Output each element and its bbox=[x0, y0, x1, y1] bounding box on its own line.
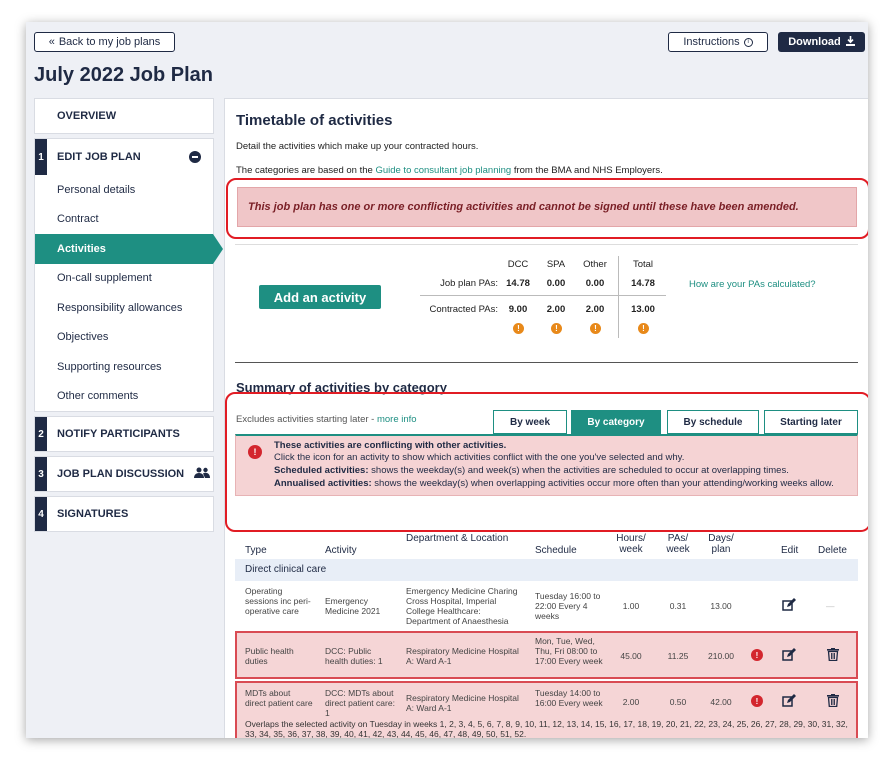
sidebar-item-personal-details[interactable]: Personal details bbox=[35, 175, 213, 205]
timetable-intro: Detail the activities which make up your contracted hours. bbox=[236, 141, 479, 152]
pas-calculated-link[interactable]: How are your PAs calculated? bbox=[689, 279, 816, 290]
tab-by-category[interactable]: By category bbox=[571, 410, 661, 434]
back-to-job-plans-button[interactable]: « Back to my job plans bbox=[34, 32, 175, 52]
download-button[interactable]: Download bbox=[778, 32, 865, 52]
instructions-button[interactable]: Instructions i bbox=[668, 32, 768, 52]
sidebar-section-notify-participants[interactable]: 2 NOTIFY PARTICIPANTS bbox=[34, 416, 214, 452]
guide-link[interactable]: Guide to consultant job planning bbox=[375, 165, 512, 176]
sidebar-item-contract[interactable]: Contract bbox=[35, 205, 213, 235]
pa-col-other: Other bbox=[583, 259, 607, 270]
conflict-info-box: ! These activities are conflicting with other activities. Click the icon for an activity to show which activities conflict with the one you've selected and why. Scheduled activities: shows the weekday(s) and week(s) when the activities are scheduled to occur at overlapping times. Annualised activities: shows the weekday(s) when overlapping activities occur more often than your attending/working weeks allow. bbox=[235, 434, 858, 496]
sidebar bbox=[34, 98, 214, 532]
summary-highlight-ring bbox=[225, 392, 868, 532]
add-activity-button[interactable]: Add an activity bbox=[259, 285, 381, 309]
page-title: July 2022 Job Plan bbox=[34, 64, 213, 86]
delete-disabled: — bbox=[826, 601, 835, 611]
edit-icon[interactable] bbox=[782, 598, 796, 612]
double-chevron-left-icon: « bbox=[48, 36, 55, 48]
th-pas-week: PAs/ week bbox=[666, 533, 690, 555]
table-row[interactable]: Public health duties DCC: Public health duties: 1 Respiratory Medicine Hospital A: Ward A-1 Mon, Tue, Wed, Thu, Fri 08:00 to 17:00 Every week 45.00 11.25 210.00 ! bbox=[235, 631, 858, 679]
th-days-plan: Days/ plan bbox=[708, 533, 734, 555]
sidebar-item-supporting-resources[interactable]: Supporting resources bbox=[35, 352, 213, 382]
sidebar-item-overview[interactable]: OVERVIEW bbox=[34, 98, 214, 134]
table-row[interactable]: MDTs about direct patient care DCC: MDTs about direct patient care: 1 Respiratory Medicine Hospital A: Ward A-1 Tuesday 14:00 to 16:00 Every week 2.00 0.50 42.00 ! Overlaps the selected activity on Tuesday in weeks 1, 2, 3, 4, 5, 6, 7, 8, 9, 10, 11, 12, 13, 14, 15, 16, 17, 18, 19, 20, 21, 22, 23, 24, 25, 26, 27, 28, 29, 30, 31, 32, 33, 34, 35, 36, 37, 38, 39, 40, 41, 42, 43, 44, 45, 46, 47, 48, 49, 50, 51, 52. bbox=[235, 681, 858, 738]
conflict-icon[interactable]: ! bbox=[751, 649, 763, 661]
sidebar-item-objectives[interactable]: Objectives bbox=[35, 323, 213, 353]
tab-by-schedule[interactable]: By schedule bbox=[667, 410, 759, 434]
warning-icon[interactable]: ! bbox=[551, 323, 562, 334]
conflict-icon[interactable]: ! bbox=[751, 695, 763, 707]
tab-by-week[interactable]: By week bbox=[493, 410, 567, 434]
sidebar-section-edit-job-plan[interactable]: 1 EDIT JOB PLAN bbox=[35, 139, 213, 175]
pa-rule bbox=[420, 295, 666, 296]
sidebar-section-edit bbox=[34, 138, 214, 412]
trash-icon[interactable] bbox=[827, 648, 841, 662]
download-icon bbox=[846, 36, 855, 49]
conflict-alert: This job plan has one or more conflicting activities and cannot be signed until these have been amended. bbox=[237, 187, 857, 227]
section-divider bbox=[235, 362, 858, 363]
th-department: Department & Location bbox=[406, 533, 509, 544]
error-icon: ! bbox=[248, 445, 262, 459]
sidebar-item-activities[interactable]: Activities bbox=[35, 234, 213, 264]
edit-icon[interactable] bbox=[782, 648, 796, 662]
excludes-note: Excludes activities starting later - more info bbox=[236, 414, 417, 425]
job-plan-pas-label: Job plan PAs: bbox=[440, 278, 498, 289]
contracted-pa-dcc: 9.00 bbox=[508, 304, 528, 315]
job-plan-pa-total: 14.78 bbox=[631, 278, 655, 289]
job-plan-pa-spa: 0.00 bbox=[546, 278, 566, 289]
contracted-pas-label: Contracted PAs: bbox=[429, 304, 498, 315]
group-header: Direct clinical care bbox=[235, 559, 858, 581]
pa-divider bbox=[618, 256, 619, 338]
timetable-title: Timetable of activities bbox=[236, 112, 393, 129]
app-window bbox=[26, 22, 868, 738]
pa-col-spa: SPA bbox=[546, 259, 566, 270]
th-delete: Delete bbox=[818, 545, 847, 556]
sidebar-section-signatures[interactable]: 4 SIGNATURES bbox=[34, 496, 214, 532]
sidebar-item-other-comments[interactable]: Other comments bbox=[35, 382, 213, 412]
tab-starting-later[interactable]: Starting later bbox=[764, 410, 858, 434]
pa-col-dcc: DCC bbox=[507, 259, 529, 270]
sidebar-section-job-plan-discussion[interactable]: 3 JOB PLAN DISCUSSION bbox=[34, 456, 214, 492]
warning-icon[interactable]: ! bbox=[513, 323, 524, 334]
overlap-note: Overlaps the selected activity on Tuesday in weeks 1, 2, 3, 4, 5, 6, 7, 8, 9, 10, 11, 12, 13, 14, 15, 16, 17, 18, 19, 20, 21, 22, 23, 24, 25, 26, 27, 28, 29, 30, 31, 32, 33, 34, 35, 36, 37, 38, 39, 40, 41, 42, 43, 44, 45, 46, 47, 48, 49, 50, 51, 52. bbox=[245, 719, 848, 738]
divider bbox=[235, 244, 858, 245]
warning-icon[interactable]: ! bbox=[638, 323, 649, 334]
th-schedule: Schedule bbox=[535, 545, 577, 556]
categories-note: The categories are based on the Guide to consultant job planning from the BMA and NHS Employers. bbox=[236, 165, 663, 176]
th-type: Type bbox=[245, 545, 267, 556]
alert-highlight-ring bbox=[226, 178, 868, 239]
th-edit: Edit bbox=[781, 545, 799, 556]
info-icon: i bbox=[744, 38, 753, 47]
contracted-pa-other: 2.00 bbox=[585, 304, 605, 315]
contracted-pa-spa: 2.00 bbox=[546, 304, 566, 315]
more-info-link[interactable]: more info bbox=[376, 414, 417, 425]
th-activity: Activity bbox=[325, 545, 357, 556]
warning-icon[interactable]: ! bbox=[590, 323, 601, 334]
edit-icon[interactable] bbox=[782, 694, 796, 708]
trash-icon[interactable] bbox=[827, 694, 841, 708]
summary-title: Summary of activities by category bbox=[236, 380, 447, 395]
sidebar-item-on-call-supplement[interactable]: On-call supplement bbox=[35, 264, 213, 294]
th-hours-week: Hours/ week bbox=[616, 533, 646, 555]
main-panel bbox=[224, 98, 868, 738]
pa-col-total: Total bbox=[632, 259, 654, 270]
sidebar-item-responsibility-allowances[interactable]: Responsibility allowances bbox=[35, 293, 213, 323]
job-plan-pa-dcc: 14.78 bbox=[506, 278, 530, 289]
collapse-icon[interactable] bbox=[189, 151, 201, 163]
people-icon bbox=[194, 467, 210, 481]
table-row[interactable]: Operating sessions inc peri-operative care Emergency Medicine 2021 Emergency Medicine Charing Cross Hospital, Imperial College Healthcare: Department of Anaesthesia Tuesday 16:00 to 22:00 Every 4 weeks 1.00 0.31 13.00 — bbox=[245, 586, 835, 626]
job-plan-pa-other: 0.00 bbox=[585, 278, 605, 289]
contracted-pa-total: 13.00 bbox=[631, 304, 655, 315]
